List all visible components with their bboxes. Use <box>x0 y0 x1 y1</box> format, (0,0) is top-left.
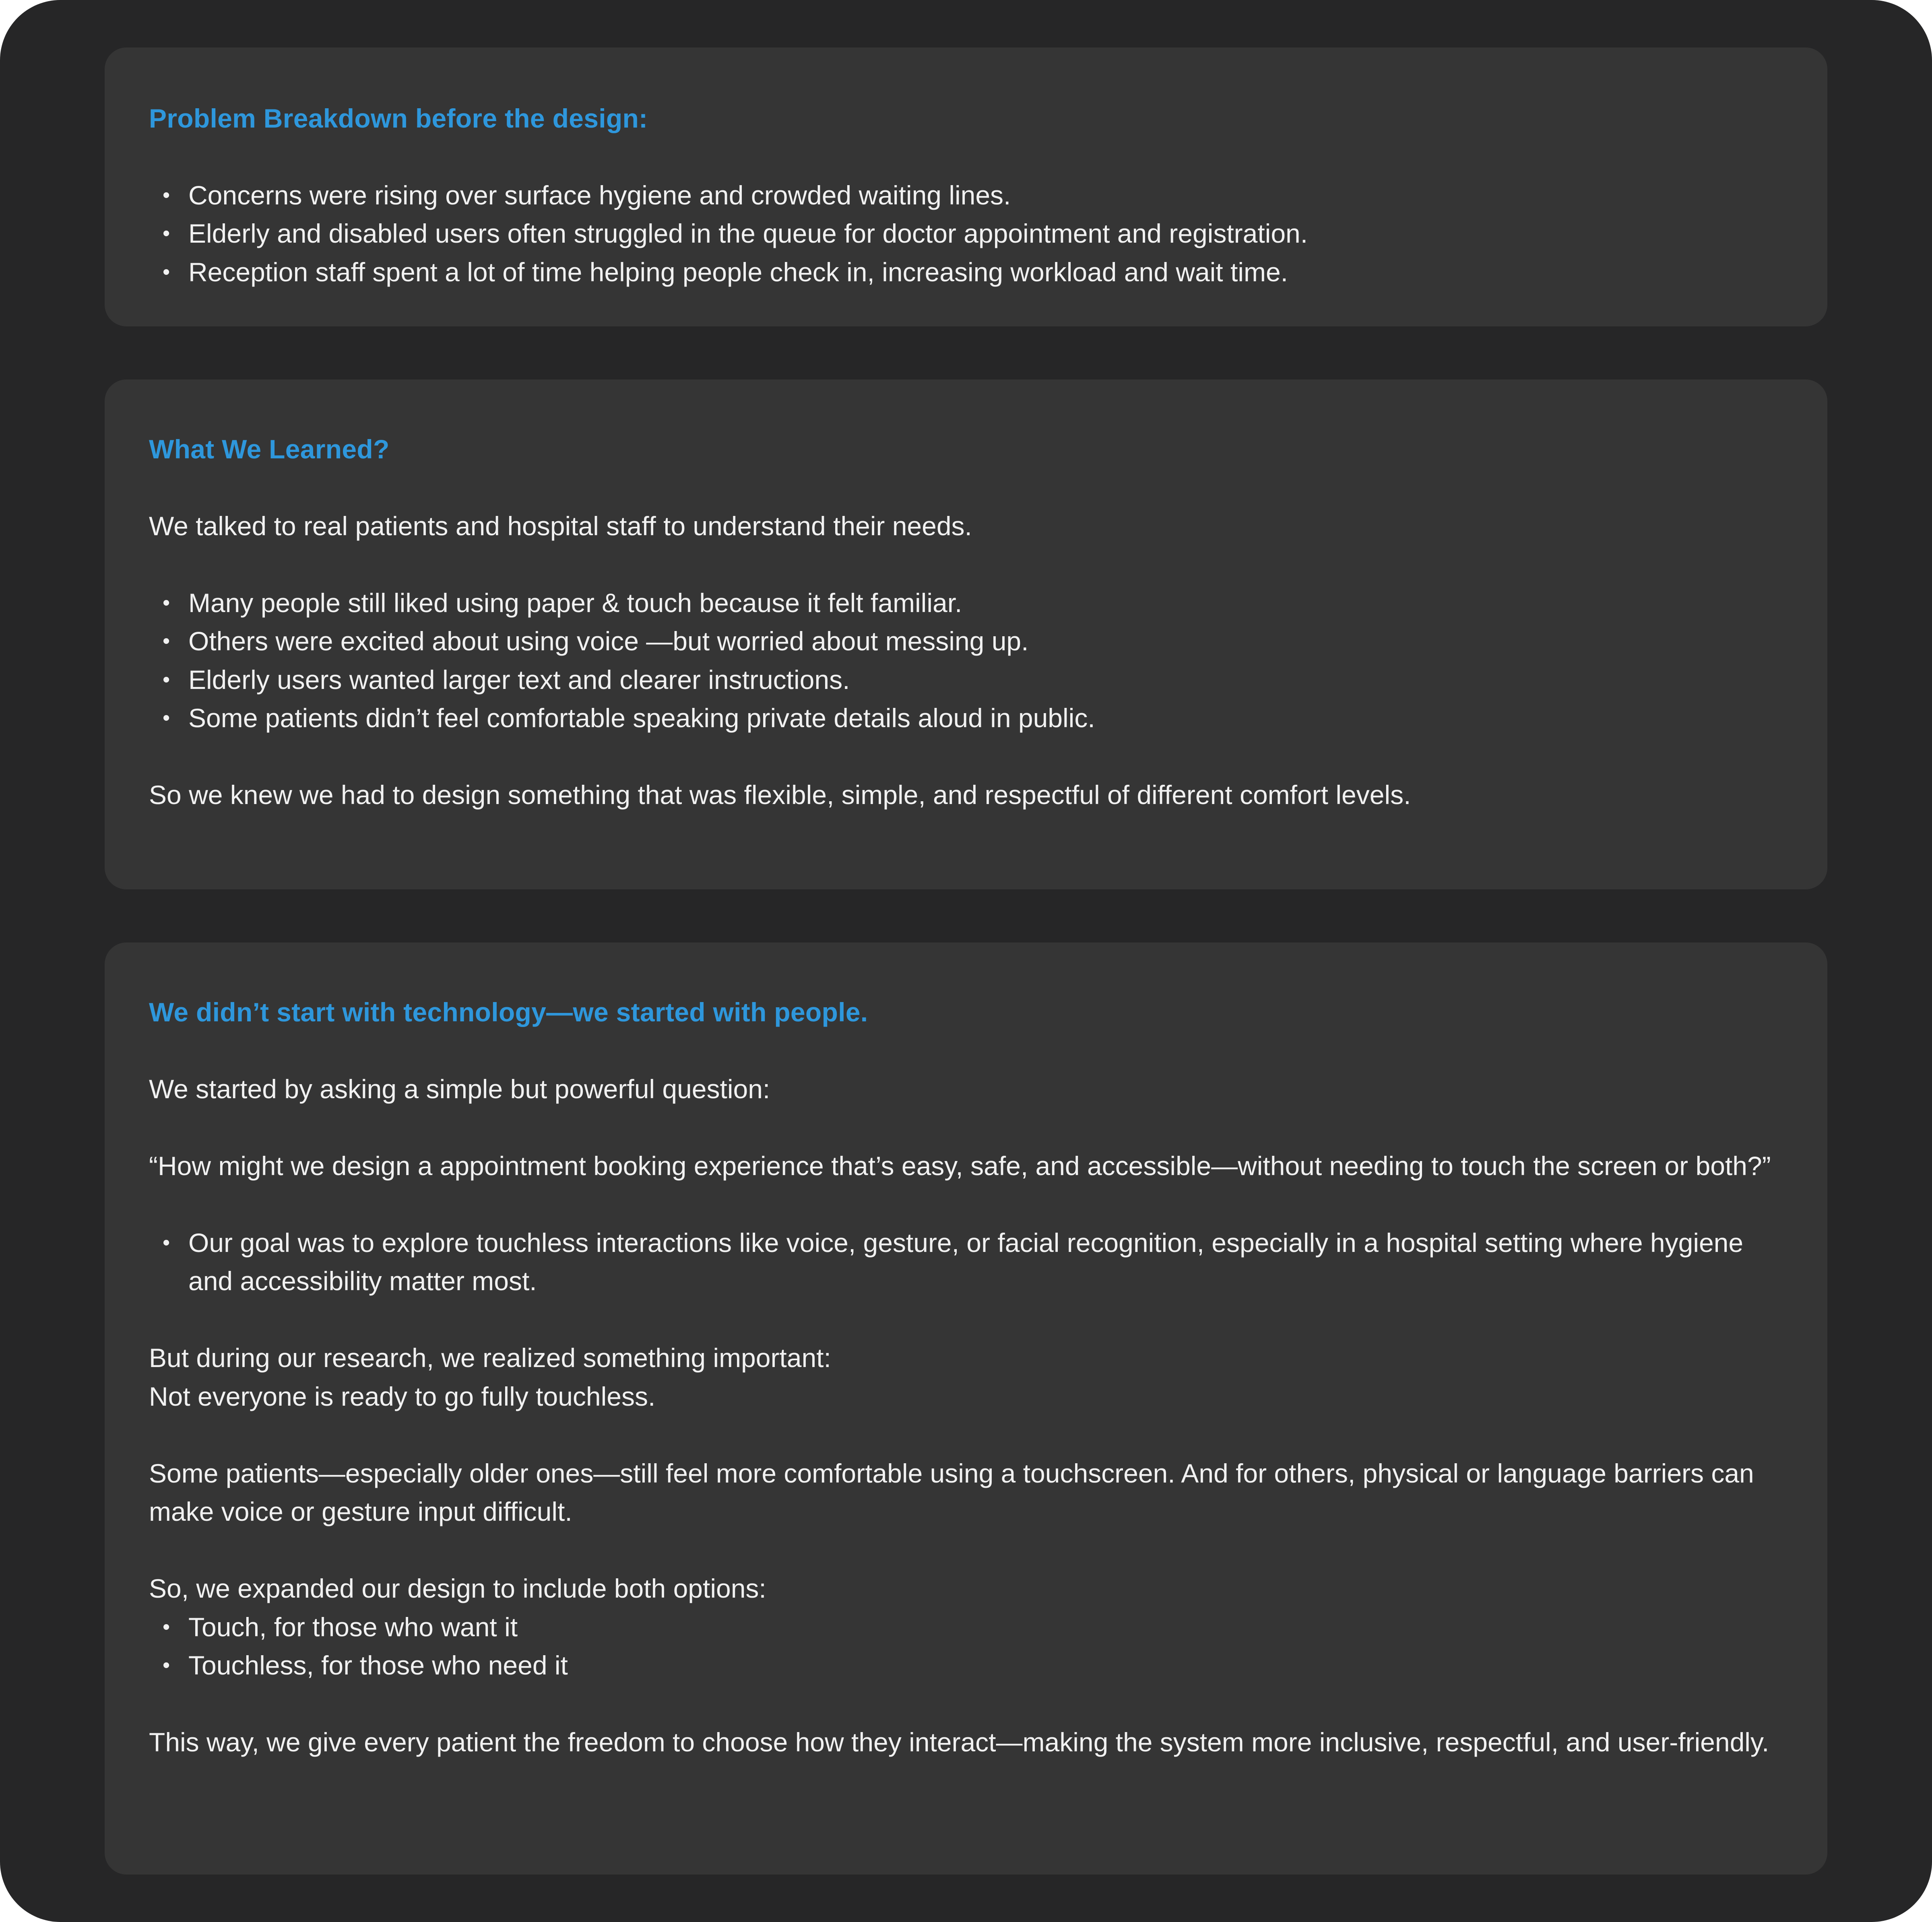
goal-bullet-list <box>149 1224 1783 1301</box>
problem-breakdown-card <box>105 47 1827 326</box>
list-item: • Our goal was to explore touchless interactions like voice, gesture, or facial recognition, especially in a hospital setting where hygiene and accessibility matter most. <box>149 1224 1783 1301</box>
people-intro: We started by asking a simple but powerful question: <box>149 1074 770 1104</box>
list-item: • Elderly and disabled users often struggled in the queue for doctor appointment and registration. <box>149 214 1783 253</box>
list-item: • Many people still liked using paper & touch because it felt familiar. <box>149 584 1783 623</box>
list-item: • Reception staff spent a lot of time helping people check in, increasing workload and wait time. <box>149 253 1783 292</box>
problem-breakdown-heading: Problem Breakdown before the design: <box>149 103 648 133</box>
list-item: • Some patients didn’t feel comfortable speaking private details aloud in public. <box>149 699 1783 738</box>
list-item: • Touchless, for those who need it <box>149 1646 1783 1685</box>
learned-intro: We talked to real patients and hospital staff to understand their needs. <box>149 511 972 541</box>
realization-line-1: But during our research, we realized something important: <box>149 1343 831 1373</box>
list-item: • Concerns were rising over surface hygiene and crowded waiting lines. <box>149 176 1783 215</box>
problem-bullet-list <box>149 176 1783 292</box>
what-we-learned-card <box>105 379 1827 889</box>
learned-conclusion: So we knew we had to design something that was flexible, simple, and respectful of different comfort levels. <box>149 780 1411 810</box>
list-item: • Elderly users wanted larger text and clearer instructions. <box>149 661 1783 699</box>
started-with-people-heading: We didn’t start with technology—we started with people. <box>149 997 868 1027</box>
how-might-we-question: “How might we design a appointment booking experience that’s easy, safe, and accessible—without needing to touch the screen or both?” <box>149 1151 1771 1181</box>
closing-paragraph: This way, we give every patient the freedom to choose how they interact—making the system more inclusive, respectful, and user-friendly. <box>149 1727 1769 1757</box>
what-we-learned-heading: What We Learned? <box>149 434 390 464</box>
realization-line-2: Not everyone is ready to go fully touchless. <box>149 1381 656 1411</box>
learned-bullet-list <box>149 584 1783 738</box>
expanded-design-text: So, we expanded our design to include both options: <box>149 1573 766 1603</box>
started-with-people-card <box>105 942 1827 1875</box>
list-item: • Touch, for those who want it <box>149 1608 1783 1647</box>
comfort-paragraph: Some patients—especially older ones—still feel more comfortable using a touchscreen. And for others, physical or language barriers can make voice or gesture input difficult. <box>149 1458 1754 1526</box>
list-item: • Others were excited about using voice —but worried about messing up. <box>149 622 1783 661</box>
options-bullet-list <box>149 1608 1783 1685</box>
